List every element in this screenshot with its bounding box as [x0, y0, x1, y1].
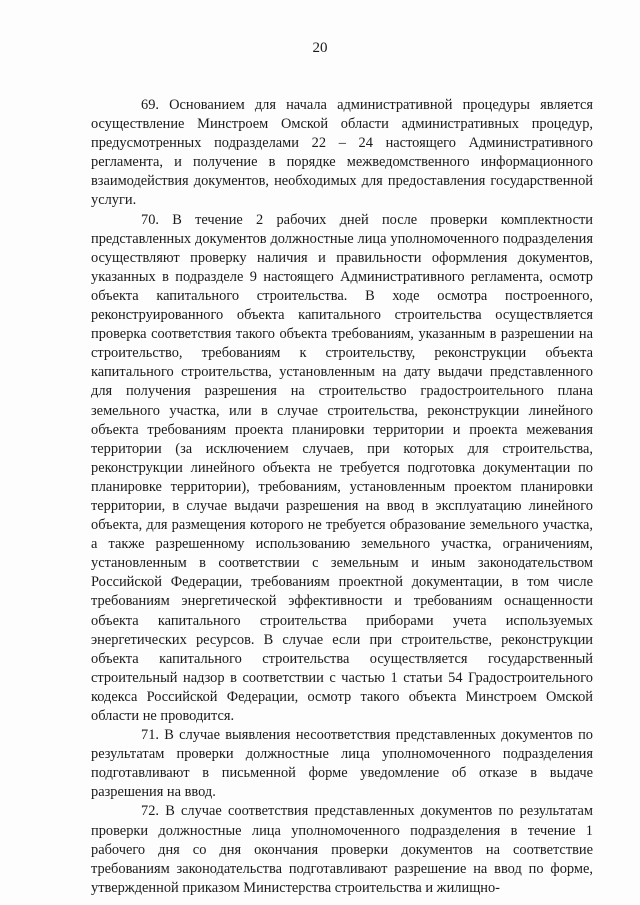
page-number: 20 [312, 40, 328, 56]
paragraph-71: 71. В случае выявления несоответствия представленных документов по результатам проверки должностные лица уполномоченного подразделения подготавливают в письменной форме уведомление об отказе в выдаче разрешения на ввод. [91, 727, 593, 801]
paragraph-69: 69. Основанием для начала административной процедуры является осуществление Минстроем Омской области административных процедур, предусмотренных подразделами 22 – 24 настоящего Административного регламента, и получение в порядке межведомственного информационного взаимодействия документов, необходимых для предоставления государственной услуги. [91, 97, 593, 209]
paragraph-70: 70. В течение 2 рабочих дней после проверки комплектности представленных документов должностные лица уполномоченного подразделения осуществляют проверку наличия и правильности оформления документов, указанных в подразделе 9 настоящего Административного регламента, осмотр объекта капитального строительства. В ходе осмотра построенного, реконструированного объекта капитального строительства осуществляется проверка соответствия такого объекта требованиям, указанным в разрешении на строительство, требованиям к строительству, реконструкции объекта капитального строительства, установленным на дату выдачи представленного для получения разрешения на строительство градостроительного плана земельного участка, или в случае строительства, реконструкции линейного объекта требованиям проекта планировки территории и проекта межевания территории (за исключением случаев, при которых для строительства, реконструкции линейного объекта не требуется подготовка документации по планировке территории), требованиям, установленным проектом планировки территории, в случае выдачи разрешения на ввод в эксплуатацию линейного объекта, для размещения которого не требуется образование земельного участка, а также разрешенному использованию земельного участка, ограничениям, установленным в соответствии с земельным и иным законодательством Российской Федерации, требованиям проектной документации, в том числе требованиям энергетической эффективности и требованиям оснащенности объекта капитального строительства приборами учета используемых энергетических ресурсов. В случае если при строительстве, реконструкции объекта капитального строительства осуществляется государственный строительный надзор в соответствии с частью 1 статьи 54 Градостроительного кодекса Российской Федерации, осмотр такого объекта Минстроем Омской области не проводится. [91, 211, 593, 724]
paragraph-72: 72. В случае соответствия представленных документов по результатам проверки должностные лица уполномоченного подразделения в течение 1 рабочего дня со дня окончания проверки документов на соответствие требованиям законодательства подготавливают разрешение на ввод по форме, утвержденной приказом Министерства строительства и жилищно- [91, 803, 593, 896]
document-body [91, 96, 593, 898]
